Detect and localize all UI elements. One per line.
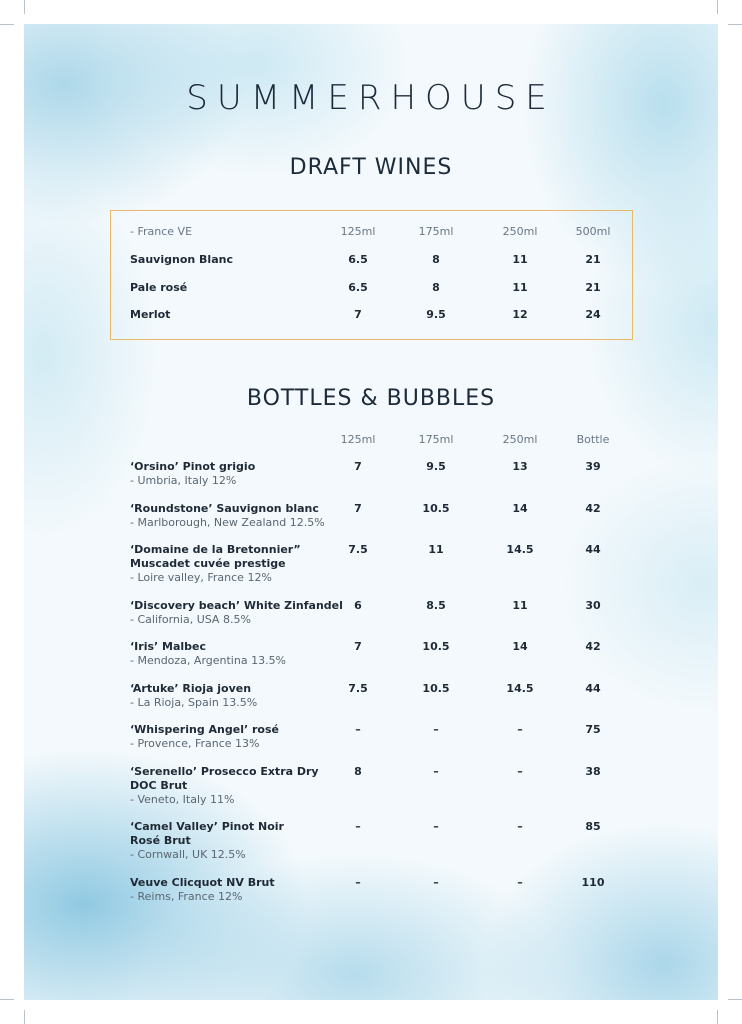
price: 7 [354,502,362,515]
col-header: 250ml [502,225,538,238]
price: 7 [354,308,362,321]
price: 39 [585,460,601,473]
wine-origin: - Provence, France 13% [130,737,260,750]
bottles-bubbles-title: BOTTLES & BUBBLES [246,386,496,411]
wine-origin: - Cornwall, UK 12.5% [130,848,246,861]
price: 30 [585,599,601,612]
col-header: 250ml [502,433,538,446]
price: 44 [585,682,601,695]
wine-name-line2: DOC Brut [130,779,188,792]
price: 10.5 [422,682,450,695]
price: 14 [512,502,528,515]
price: 11 [428,543,444,556]
wine-origin: - California, USA 8.5% [130,613,251,626]
crop-mark [0,24,14,25]
price: – [433,876,439,889]
price: – [433,723,439,736]
price: 8 [432,281,440,294]
price: 11 [512,281,528,294]
wine-name: ‘Discovery beach’ White Zinfandel [130,599,343,612]
col-header: Bottle [576,433,610,446]
price: – [355,876,361,889]
price: – [517,723,523,736]
col-header: 500ml [575,225,611,238]
price: 7 [354,460,362,473]
wine-name: ‘Artuke’ Rioja joven [130,682,252,695]
wine-name: Sauvignon Blanc [130,253,233,266]
draft-row [0,308,742,326]
price: 9.5 [426,460,446,473]
price: 12 [512,308,528,321]
price: – [355,820,361,833]
price: 10.5 [422,640,450,653]
crop-mark [717,1010,718,1024]
col-header: 125ml [340,225,376,238]
price: 85 [585,820,601,833]
price: 8.5 [426,599,446,612]
wine-origin: - Reims, France 12% [130,890,243,903]
price: 14 [512,640,528,653]
price: 75 [585,723,601,736]
draft-origin-label: - France VE [130,225,193,238]
crop-mark [0,999,14,1000]
price: 10.5 [422,502,450,515]
price: 6.5 [348,281,368,294]
col-header: 175ml [418,225,454,238]
wine-origin: - La Rioja, Spain 13.5% [130,696,258,709]
draft-row [0,253,742,271]
wine-origin: - Marlborough, New Zealand 12.5% [130,516,325,529]
price: 21 [585,281,601,294]
price: 6 [354,599,362,612]
bottles-header-row [0,433,742,451]
draft-wines-title: DRAFT WINES [289,155,453,180]
wine-origin: - Veneto, Italy 11% [130,793,235,806]
price: – [355,723,361,736]
wine-name: ‘Camel Valley’ Pinot Noir [130,820,284,833]
price: – [433,820,439,833]
price: 11 [512,253,528,266]
draft-header-row [0,225,742,243]
draft-row [0,281,742,299]
price: 8 [432,253,440,266]
wine-name: ‘Serenello’ Prosecco Extra Dry [130,765,319,778]
wine-name-line2: Rosé Brut [130,834,191,847]
price: 42 [585,640,601,653]
wine-origin: - Loire valley, France 12% [130,571,272,584]
price: 44 [585,543,601,556]
price: 9.5 [426,308,446,321]
price: 11 [512,599,528,612]
wine-name: ‘Roundstone’ Sauvignon blanc [130,502,319,515]
wine-origin: - Mendoza, Argentina 13.5% [130,654,287,667]
price: 7.5 [348,543,368,556]
wine-name: Merlot [130,308,171,321]
price: – [517,765,523,778]
price: 42 [585,502,601,515]
wine-origin: - Umbria, Italy 12% [130,474,237,487]
price: 110 [581,876,605,889]
price: 6.5 [348,253,368,266]
wine-name: ‘Iris’ Malbec [130,640,207,653]
col-header: 175ml [418,433,454,446]
col-header: 125ml [340,433,376,446]
price: 7.5 [348,682,368,695]
crop-mark [24,0,25,14]
wine-name: Veuve Clicquot NV Brut [130,876,275,889]
wine-name: ‘Orsino’ Pinot grigio [130,460,256,473]
price: 24 [585,308,601,321]
price: – [517,876,523,889]
price: 7 [354,640,362,653]
price: 21 [585,253,601,266]
crop-mark [717,0,718,14]
wine-name: ‘Whispering Angel’ rosé [130,723,279,736]
crop-mark [728,999,742,1000]
crop-mark [728,24,742,25]
wine-name: ‘Domaine de la Bretonnier” [130,543,301,556]
price: 14.5 [506,682,534,695]
price: – [433,765,439,778]
price: – [517,820,523,833]
crop-mark [24,1010,25,1024]
price: 14.5 [506,543,534,556]
price: 13 [512,460,528,473]
brand-logo-text: SUMMERHOUSE [186,78,556,118]
price: 38 [585,765,601,778]
price: 8 [354,765,362,778]
wine-name-line2: Muscadet cuvée prestige [130,557,286,570]
wine-name: Pale rosé [130,281,188,294]
